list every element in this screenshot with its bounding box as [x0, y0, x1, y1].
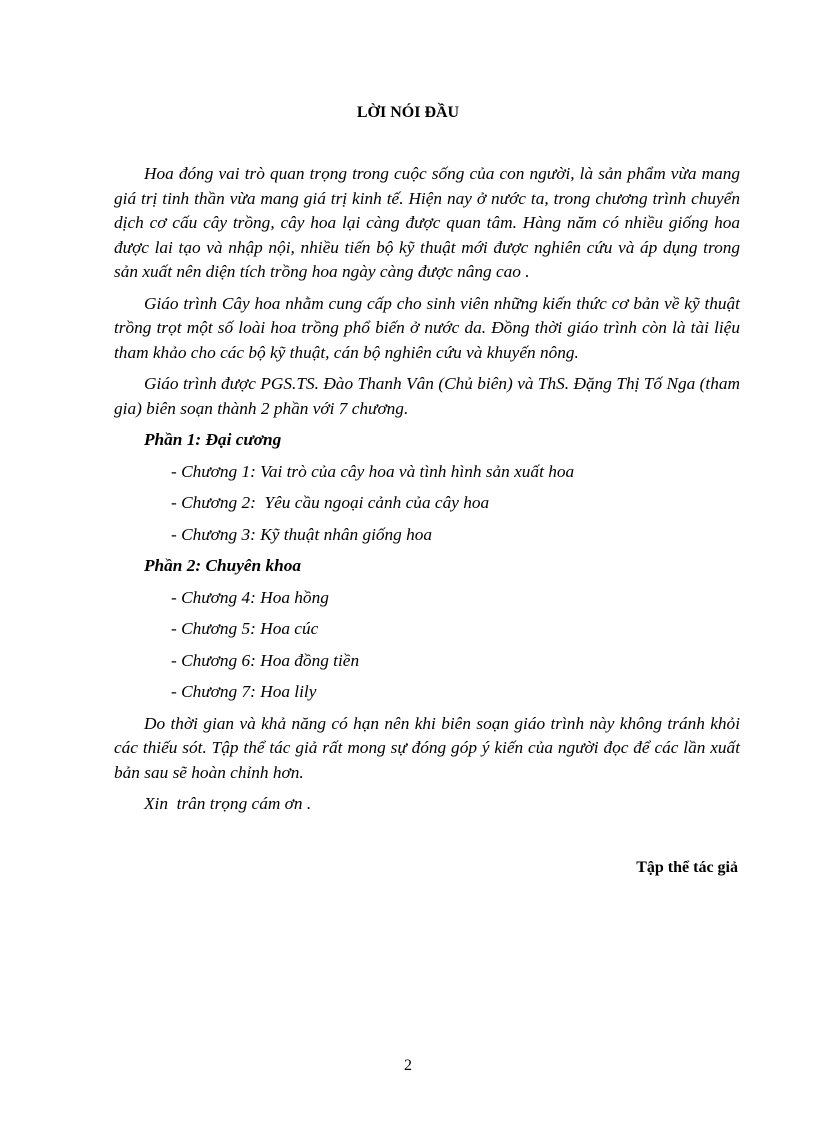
chapter-4-item: - Chương 4: Hoa hồng	[171, 587, 329, 607]
chapter-1-item: - Chương 1: Vai trò của cây hoa và tình hình sản xuất hoa	[171, 461, 575, 481]
part2-heading: Phần 2: Chuyên khoa	[144, 556, 302, 575]
purpose-paragraph: Giáo trình Cây hoa nhằm cung cấp cho sinh viên những kiến thức cơ bản về kỹ thuật trồng trọt một số loài hoa trồng phổ biến ở nước da. Đồng thời giáo trình còn là tài liệu tham khảo cho các bộ kỹ thuật, cán bộ nghiên cứu và khuyến nông.	[114, 293, 740, 362]
page-number: 2	[404, 1057, 412, 1074]
authors-paragraph: Giáo trình được PGS.TS. Đào Thanh Vân (Chủ biên) và ThS. Đặng Thị Tố Nga (tham gia) biên soạn thành 2 phần với 7 chương.	[114, 374, 740, 418]
chapter-2-item: - Chương 2: Yêu cầu ngoại cảnh của cây hoa	[171, 493, 490, 512]
chapter-7-item: - Chương 7: Hoa lily	[171, 682, 317, 701]
chapter-6-item: - Chương 6: Hoa đồng tiền	[171, 650, 360, 670]
author-signature: Tập thể tác giả	[636, 859, 738, 876]
page-title: LỜI NÓI ĐẦU	[356, 104, 460, 121]
document-body	[114, 162, 740, 817]
thanks-line: Xin trân trọng cám ơn .	[144, 794, 312, 813]
chapter-3-item: - Chương 3: Kỹ thuật nhân giống hoa	[171, 524, 433, 544]
chapter-5-item: - Chương 5: Hoa cúc	[171, 619, 319, 638]
part1-heading: Phần 1: Đại cương	[144, 430, 282, 449]
intro-paragraph: Hoa đóng vai trò quan trọng trong cuộc sống của con người, là sản phẩm vừa mang giá trị tinh thần vừa mang giá trị kinh tế. Hiện nay ở nước ta, trong chương trình chuyển dịch cơ cấu cây trồng, cây hoa lại càng được quan tâm. Hàng năm có nhiều giống hoa được lai tạo và nhập nội, nhiều tiến bộ kỹ thuật mới được nghiên cứu và áp dụng trong sản xuất nên diện tích trồng hoa ngày càng được nâng cao .	[114, 164, 740, 281]
closing-paragraph: Do thời gian và khả năng có hạn nên khi biên soạn giáo trình này không tránh khỏi các thiếu sót. Tập thể tác giả rất mong sự đóng góp ý kiến của người đọc để các lần xuất bản sau sẽ hoàn chỉnh hơn.	[114, 713, 740, 782]
